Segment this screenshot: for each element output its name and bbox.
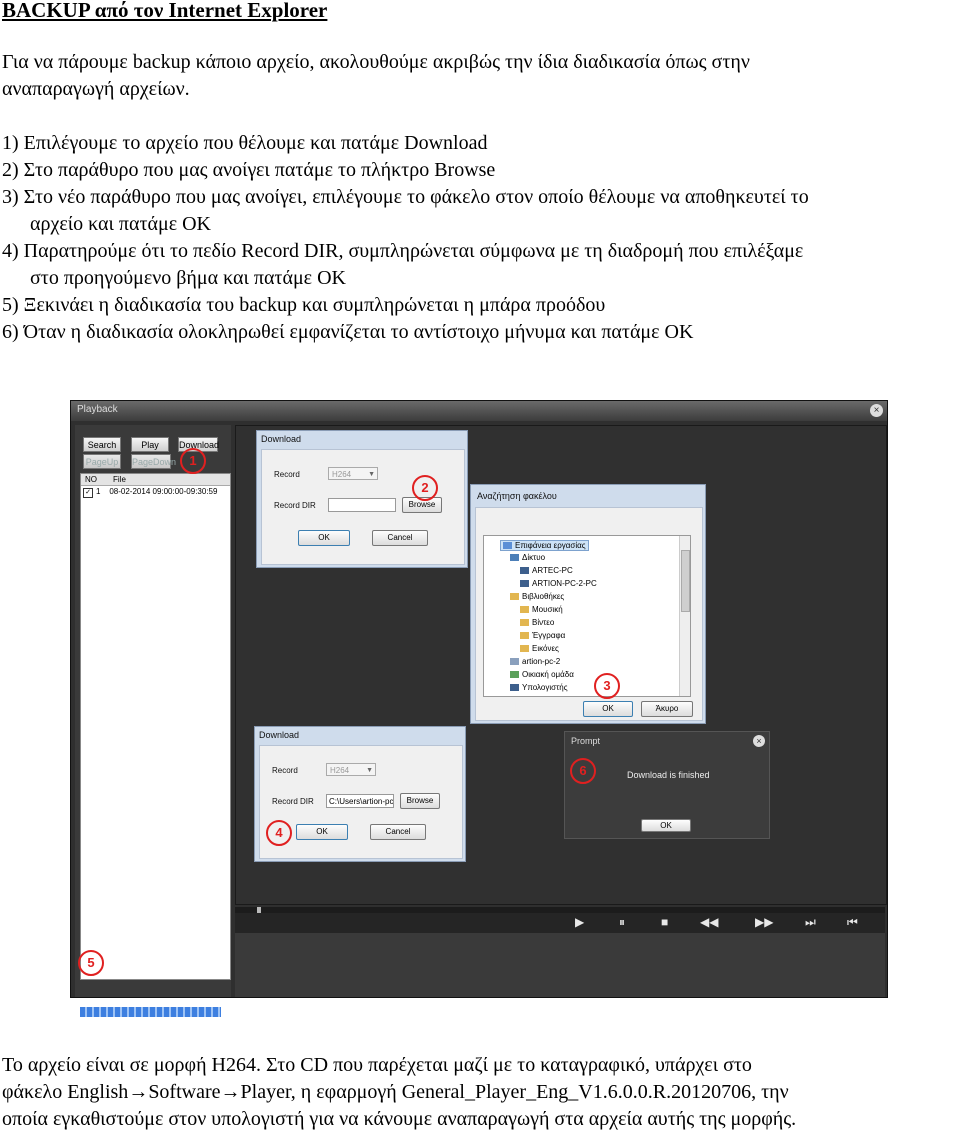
network-icon (510, 554, 519, 561)
tree-item-computer[interactable] (510, 683, 568, 692)
step-marker-5: 5 (78, 950, 104, 976)
record-format-value: H264 (330, 766, 350, 775)
computer-icon (520, 567, 529, 574)
footer-line-1: Το αρχείο είναι σε μορφή H264. Στο CD που παρέχεται μαζί με το καταγραφικό, υπάρχει στο (2, 1054, 752, 1076)
step-4: 4) Παρατηρούμε ότι το πεδίο Record DIR, συμπληρώνεται σύμφωνα με τη διαδρομή που επιλέξαμε (2, 240, 804, 262)
intro-line-1: Για να πάρουμε backup κάποιο αρχείο, ακολουθούμε ακριβώς την ίδια διαδικασία όπως στην (2, 51, 750, 73)
prompt-title: Prompt (571, 736, 601, 746)
play-icon[interactable]: ▶ (575, 915, 585, 929)
tree-item-libraries[interactable] (510, 592, 564, 601)
record-format-select[interactable] (326, 763, 376, 776)
folder-cancel-button[interactable]: Άκυρο (641, 701, 693, 717)
download-dialog-body (261, 449, 465, 565)
tree-item-label: Βιβλιοθήκες (522, 592, 565, 601)
footer-line-3: οποία εγκαθιστούμε στον υπολογιστή για να κάνουμε αναπαραγωγή στα αρχεία αυτής της μορφής. (2, 1108, 797, 1130)
tree-item-artion-pc-2-pc[interactable] (520, 579, 597, 588)
chevron-down-icon: ▼ (368, 471, 375, 478)
row-checkbox[interactable]: ✓ (83, 488, 93, 498)
tree-item-label: Επιφάνεια εργασίας (515, 541, 586, 550)
tree-item-user[interactable] (510, 657, 560, 666)
tree-item-pictures[interactable] (520, 644, 559, 653)
folder-browse-dialog (470, 484, 706, 724)
footer-folder-english: φάκελο English (2, 1081, 129, 1103)
folder-dialog-title: Αναζήτηση φακέλου (477, 491, 557, 501)
desktop-icon (503, 542, 512, 549)
tree-item-documents[interactable] (520, 631, 565, 640)
playback-screenshot (70, 400, 888, 998)
prompt-dialog (564, 731, 770, 839)
footer-app-text: Player, η εφαρμογή General_Player_Eng_V1.6.0.0.R.20120706, την (240, 1081, 789, 1103)
folder-ok-button[interactable]: OK (583, 701, 633, 717)
footer-folder-software: Software (148, 1081, 221, 1103)
tree-item-music[interactable] (520, 605, 563, 614)
record-format-select[interactable] (328, 467, 378, 480)
step-3: 3) Στο νέο παράθυρο που μας ανοίγει, επιλέγουμε το φάκελο στον οποίο θέλουμε να αποθηκευτεί το (2, 186, 809, 208)
browse-button[interactable]: Browse (402, 497, 442, 513)
playback-controls (235, 913, 885, 933)
rewind-icon[interactable]: ◀◀ (700, 915, 719, 929)
arrow-right-icon: → (220, 1081, 241, 1103)
file-list-header (81, 474, 230, 486)
download-dialog-title: Download (261, 434, 302, 444)
stop-icon[interactable]: ■ (661, 915, 669, 929)
download-dialog (256, 430, 468, 568)
playback-title: Playback (77, 404, 118, 415)
prompt-message: Download is finished (627, 770, 710, 780)
tree-item-label: Μουσική (532, 605, 563, 614)
tree-item-label: Οικιακή ομάδα (522, 670, 574, 679)
footer-line-2 (2, 1079, 789, 1106)
step-3-cont: αρχείο και πατάμε ΟΚ (30, 213, 211, 235)
tree-item-label: Βίντεο (532, 618, 555, 627)
record-dir-label: Record DIR (274, 501, 316, 510)
browse-button[interactable]: Browse (400, 793, 440, 809)
row-file: 08-02-2014 09:00:00-09:30:59 (109, 487, 218, 496)
tree-item-label: Δίκτυο (522, 553, 546, 562)
document-title: BACKUP από τον Internet Explorer (2, 0, 328, 22)
music-folder-icon (520, 606, 529, 613)
tree-item-label: artion-pc-2 (522, 657, 561, 666)
row-no: 1 (96, 487, 101, 496)
lower-panel (235, 933, 885, 997)
homegroup-icon (510, 671, 519, 678)
computer-icon (510, 684, 519, 691)
step-marker-3: 3 (594, 673, 620, 699)
page-up-button[interactable]: PageUp (83, 454, 121, 469)
step-marker-4: 4 (266, 820, 292, 846)
play-button[interactable]: Play (131, 437, 169, 452)
search-button[interactable]: Search (83, 437, 121, 452)
close-icon[interactable]: × (753, 735, 765, 747)
scrollbar-thumb[interactable] (681, 550, 690, 612)
column-file: File (113, 475, 126, 484)
column-no: NO (85, 475, 97, 484)
tree-item-artec-pc[interactable] (520, 566, 573, 575)
tree-item-homegroup[interactable] (510, 670, 574, 679)
library-icon (510, 593, 519, 600)
user-folder-icon (510, 658, 519, 665)
file-list (80, 473, 231, 980)
tree-item-video[interactable] (520, 618, 554, 627)
step-5: 5) Ξεκινάει η διαδικασία του backup και συμπληρώνεται η μπάρα προόδου (2, 294, 606, 316)
playback-left-panel (75, 425, 231, 997)
intro-line-2: αναπαραγωγή αρχείων. (2, 78, 190, 100)
tree-item-label: ARTION-PC-2-PC (532, 579, 597, 588)
tree-scrollbar[interactable] (679, 536, 690, 696)
record-label: Record (272, 766, 298, 775)
prompt-ok-button[interactable]: OK (641, 819, 691, 832)
cancel-button[interactable]: Cancel (370, 824, 426, 840)
folder-tree (483, 535, 691, 697)
download-button[interactable]: Download (178, 437, 218, 452)
arrow-right-icon: → (128, 1081, 149, 1103)
video-folder-icon (520, 619, 529, 626)
tree-item-network[interactable] (510, 553, 545, 562)
tree-item-label: Υπολογιστής (522, 683, 568, 692)
step-marker-2: 2 (412, 475, 438, 501)
record-dir-label: Record DIR (272, 797, 314, 806)
tree-item-label: ARTEC-PC (532, 566, 573, 575)
ok-button[interactable]: OK (298, 530, 350, 546)
ok-button[interactable]: OK (296, 824, 348, 840)
tree-item-desktop[interactable] (500, 540, 589, 551)
record-format-value: H264 (332, 470, 352, 479)
step-2: 2) Στο παράθυρο που μας ανοίγει πατάμε το πλήκτρο Browse (2, 159, 496, 181)
chevron-down-icon: ▼ (366, 767, 373, 774)
step-marker-6: 6 (570, 758, 596, 784)
documents-folder-icon (520, 632, 529, 639)
tree-item-label: Έγγραφα (532, 631, 566, 640)
computer-icon (520, 580, 529, 587)
fast-forward-icon[interactable]: ▶▶ (755, 915, 774, 929)
download-dialog-body (259, 745, 463, 859)
record-label: Record (274, 470, 300, 479)
pause-icon[interactable]: ⏸ (619, 915, 626, 929)
playback-titlebar (71, 401, 887, 421)
file-row[interactable] (83, 487, 217, 498)
step-marker-1: 1 (180, 448, 206, 474)
tree-item-label: Εικόνες (532, 644, 559, 653)
record-dir-field[interactable]: C:\Users\artion-pc (326, 794, 394, 808)
record-dir-field[interactable] (328, 498, 396, 512)
step-1: 1) Επιλέγουμε το αρχείο που θέλουμε και πατάμε Download (2, 132, 488, 154)
page-down-button[interactable]: PageDown (131, 454, 171, 469)
step-4-cont: στο προηγούμενο βήμα και πατάμε ΟΚ (30, 267, 346, 289)
backup-progress-bar (80, 1007, 221, 1017)
close-icon[interactable]: × (870, 404, 883, 417)
next-frame-icon[interactable]: ⏭ (805, 915, 816, 929)
pictures-folder-icon (520, 645, 529, 652)
download-dialog-title: Download (259, 730, 300, 740)
cancel-button[interactable]: Cancel (372, 530, 428, 546)
step-6: 6) Όταν η διαδικασία ολοκληρωθεί εμφανίζεται το αντίστοιχο μήνυμα και πατάμε ΟΚ (2, 321, 694, 343)
previous-frame-icon[interactable]: ⏮ (847, 915, 858, 929)
